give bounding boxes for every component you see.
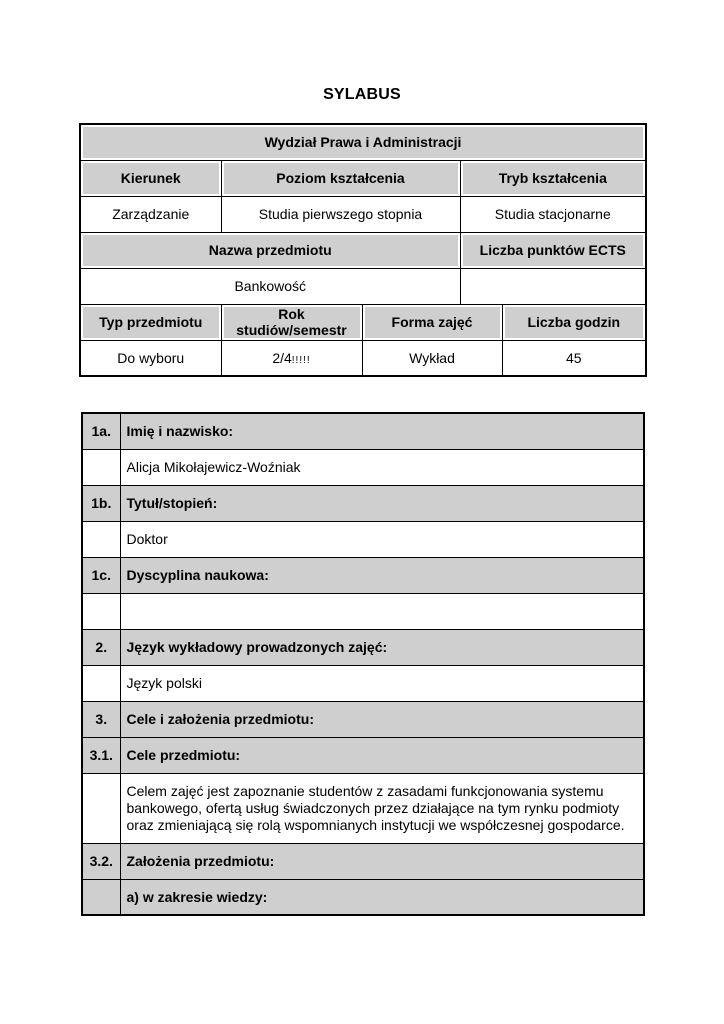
- section-number: 1c.: [82, 557, 120, 593]
- course-info-table: [79, 123, 647, 377]
- section-heading: Cele przedmiotu:: [120, 737, 644, 773]
- section-number: 3.2.: [82, 843, 120, 879]
- forma-value: Wykład: [362, 340, 502, 376]
- rok-value-cell: [221, 340, 362, 376]
- section-number: 2.: [82, 629, 120, 665]
- section-number-blank: [82, 593, 120, 629]
- section-number: 3.: [82, 701, 120, 737]
- godziny-label: Liczba godzin: [502, 304, 646, 340]
- kierunek-label: Kierunek: [80, 160, 221, 196]
- godziny-value: 45: [502, 340, 646, 376]
- typ-value: Do wyboru: [80, 340, 221, 376]
- section-heading: Cele i założenia przedmiotu:: [120, 701, 644, 737]
- tryb-label: Tryb kształcenia: [460, 160, 646, 196]
- nazwa-label: Nazwa przedmiotu: [80, 232, 460, 268]
- section-content: Celem zajęć jest zapoznanie studentów z zasadami funkcjonowania systemu bankowego, ofertą usług świadczonych przez działające na tym rynku podmioty oraz zmieniającą się rolą wspomnianych instytucji we współczesnej gospodarce.: [120, 773, 644, 843]
- section-heading: Dyscyplina naukowa:: [120, 557, 644, 593]
- tryb-value: Studia stacjonarne: [460, 196, 646, 232]
- section-number: 1a.: [82, 413, 120, 449]
- rok-label: Rok studiów/semestr: [221, 304, 362, 340]
- nazwa-value: Bankowość: [80, 268, 460, 304]
- typ-label: Typ przedmiotu: [80, 304, 221, 340]
- section-number: 3.1.: [82, 737, 120, 773]
- section-heading: a) w zakresie wiedzy:: [120, 879, 644, 915]
- poziom-label: Poziom kształcenia: [221, 160, 460, 196]
- section-content: [120, 593, 644, 629]
- section-number-blank: [82, 449, 120, 485]
- poziom-value: Studia pierwszego stopnia: [221, 196, 460, 232]
- section-heading: Tytuł/stopień:: [120, 485, 644, 521]
- ects-value: [460, 268, 646, 304]
- forma-label: Forma zajęć: [362, 304, 502, 340]
- section-heading: Język wykładowy prowadzonych zajęć:: [120, 629, 644, 665]
- document-title: SYLABUS: [323, 86, 401, 103]
- section-number: [82, 879, 120, 915]
- section-number-blank: [82, 773, 120, 843]
- section-number-blank: [82, 521, 120, 557]
- rok-value-mark: !!!!!: [291, 354, 311, 366]
- section-heading: Założenia przedmiotu:: [120, 843, 644, 879]
- section-heading: Imię i nazwisko:: [120, 413, 644, 449]
- rok-value: 2/4: [272, 349, 292, 366]
- section-number: 1b.: [82, 485, 120, 521]
- ects-label: Liczba punktów ECTS: [460, 232, 646, 268]
- section-content: Doktor: [120, 521, 644, 557]
- section-number-blank: [82, 665, 120, 701]
- kierunek-value: Zarządzanie: [80, 196, 221, 232]
- section-content: Alicja Mikołajewicz-Woźniak: [120, 449, 644, 485]
- syllabus-sections-table: [81, 412, 645, 916]
- section-content: Język polski: [120, 665, 644, 701]
- faculty-name: Wydział Prawa i Administracji: [80, 124, 646, 160]
